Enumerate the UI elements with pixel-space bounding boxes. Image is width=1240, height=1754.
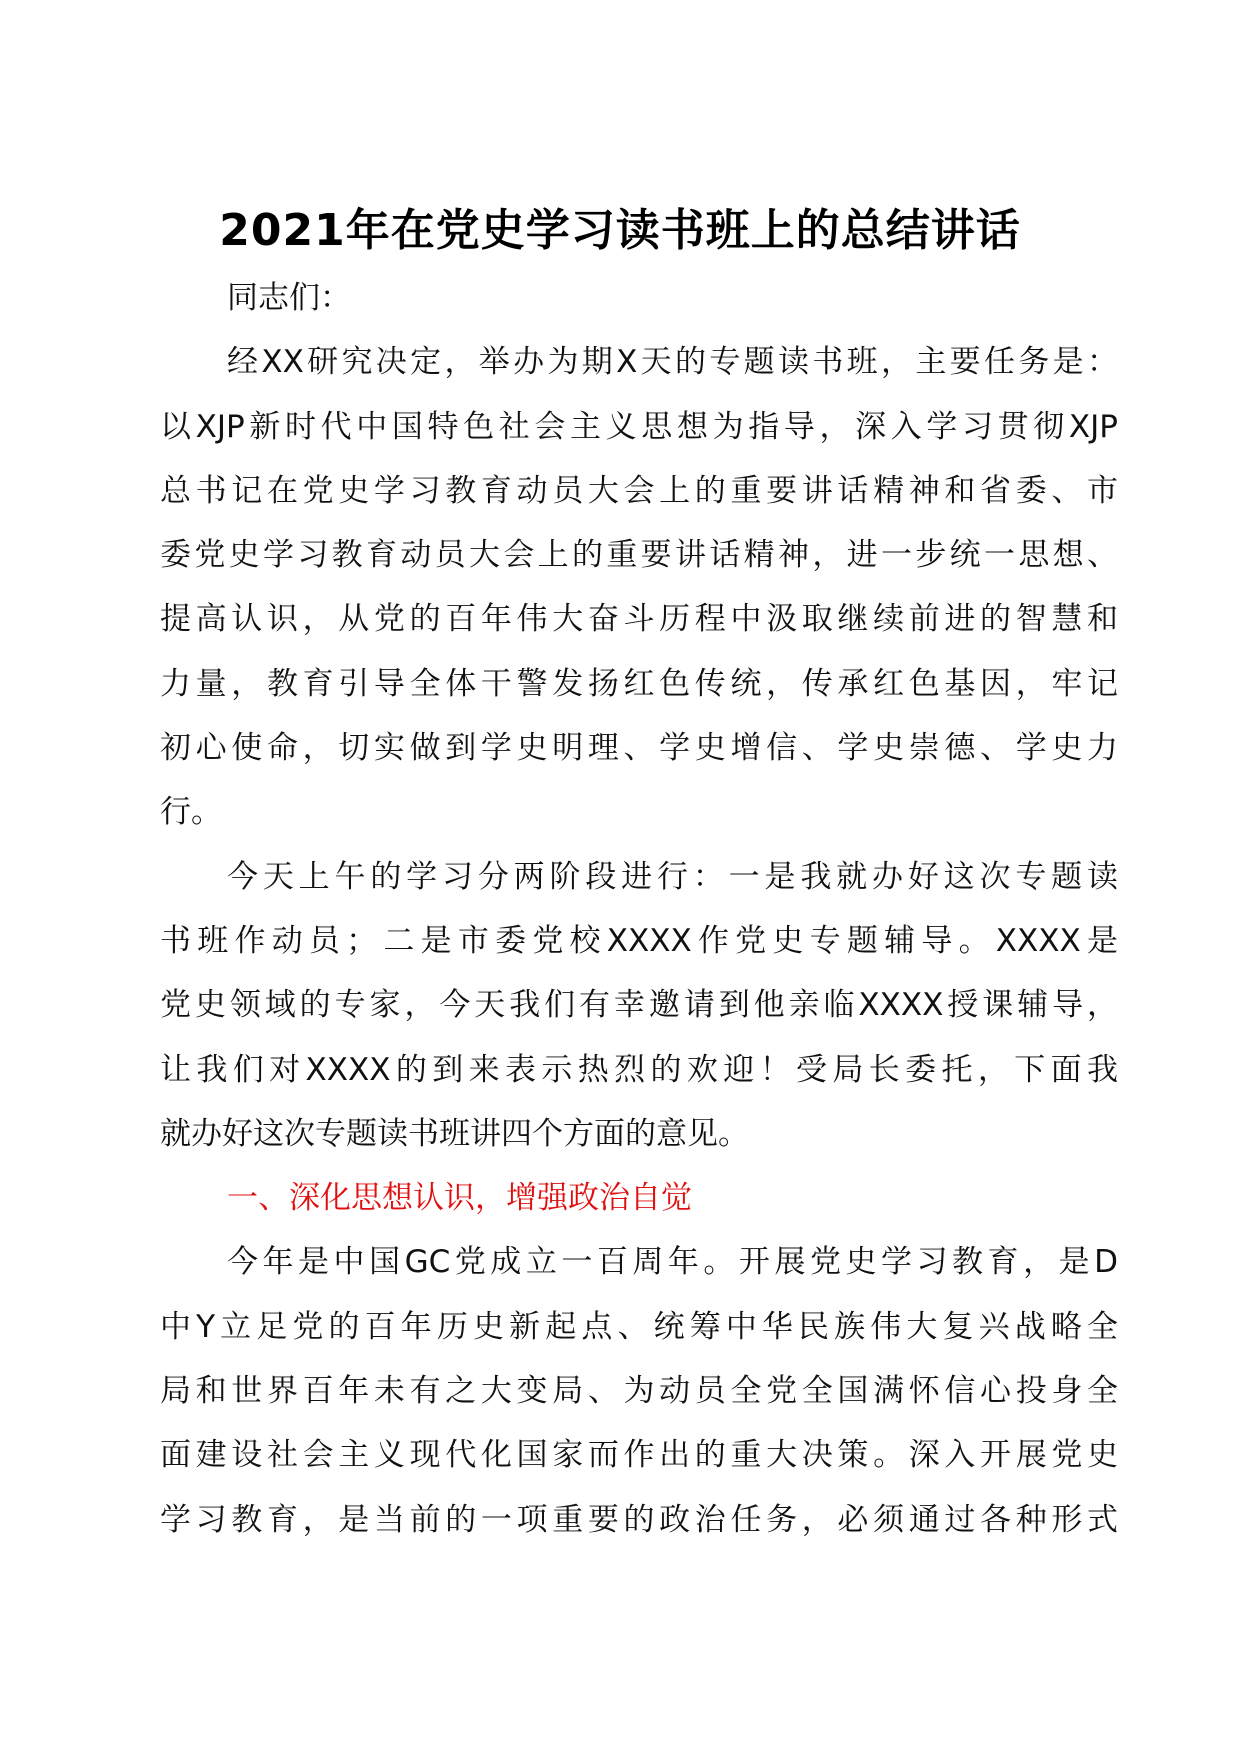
paragraph-2-line-5: 就办好这次专题读书班讲四个方面的意见。 [160,1115,749,1152]
paragraph-3-line-1: 今年是中国GC党成立一百周年。开展党史学习教育，是D [227,1244,1118,1281]
document-title: 2021年在党史学习读书班上的总结讲话 [219,205,1021,256]
paragraph-2-line-4: 让我们对XXXX的到来表示热烈的欢迎！受局长委托，下面我 [160,1051,1118,1088]
paragraph-1-line-2: 以XJP新时代中国特色社会主义思想为指导，深入学习贯彻XJP [160,408,1118,445]
paragraph-1-line-3: 总书记在党史学习教育动员大会上的重要讲话精神和省委、市 [160,472,1118,509]
document-body [160,266,1118,1552]
salutation: 同志们： [227,280,351,316]
section-heading-1: 一、深化思想认识，增强政治自觉 [227,1180,692,1217]
paragraph-3-line-3: 局和世界百年未有之大变局、为动员全党全国满怀信心投身全 [160,1373,1118,1410]
paragraph-1-line-1: 经XX研究决定，举办为期X天的专题读书班，主要任务是： [227,344,1118,381]
paragraph-3-line-2: 中Y立足党的百年历史新起点、统筹中华民族伟大复兴战略全 [160,1308,1118,1345]
paragraph-2-line-3: 党史领域的专家，今天我们有幸邀请到他亲临XXXX授课辅导， [160,987,1118,1024]
paragraph-1-line-5: 提高认识，从党的百年伟大奋斗历程中汲取继续前进的智慧和 [160,601,1118,638]
paragraph-1-line-8: 行。 [160,794,222,831]
paragraph-1-line-4: 委党史学习教育动员大会上的重要讲话精神，进一步统一思想、 [160,537,1118,574]
paragraph-2-line-1: 今天上午的学习分两阶段进行：一是我就办好这次专题读 [227,858,1118,895]
paragraph-1-line-7: 初心使命，切实做到学史明理、学史增信、学史崇德、学史力 [160,730,1118,767]
paragraph-3-line-4: 面建设社会主义现代化国家而作出的重大决策。深入开展党史 [160,1437,1118,1474]
paragraph-2-line-2: 书班作动员；二是市委党校XXXX作党史专题辅导。XXXX是 [160,922,1118,959]
paragraph-3-line-5: 学习教育，是当前的一项重要的政治任务，必须通过各种形式 [160,1501,1118,1538]
paragraph-1-line-6: 力量，教育引导全体干警发扬红色传统，传承红色基因，牢记 [160,665,1118,702]
